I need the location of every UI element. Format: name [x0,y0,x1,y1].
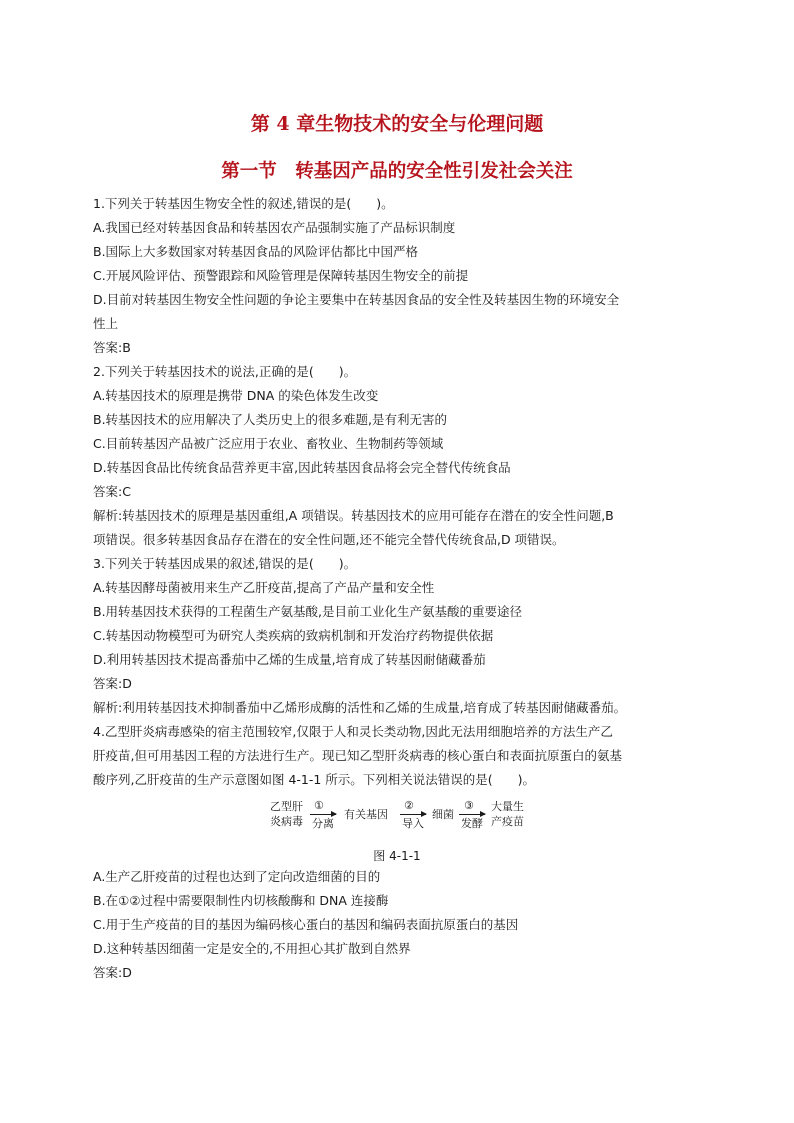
diagram-start-line1: 乙型肝 [270,800,303,813]
q2-explanation-cont: 项错误。很多转基因食品存在潜在的安全性问题,还不能完全替代传统食品,D 项错误。 [93,532,565,547]
diagram-arrow-2 [400,814,426,815]
diagram-step2-number: ② [404,799,414,812]
q4-stem-cont-1: 肝疫苗,但可用基因工程的方法进行生产。现已知乙型肝炎病毒的核心蛋白和表面抗原蛋白的氨基 [93,748,622,763]
q1-option-b: B.国际上大多数国家对转基因食品的风险评估都比中国严格 [93,244,419,259]
q4-stem-cont-2: 酸序列,乙肝疫苗的生产示意图如图 4-1-1 所示。下列相关说法错误的是( )。 [93,772,536,787]
diagram-start-line2: 炎病毒 [270,815,303,828]
section-title: 第一节 转基因产品的安全性引发社会关注 [221,161,573,182]
diagram-node-bacteria: 细菌 [432,808,454,821]
q1-answer: 答案:B [93,340,131,355]
diagram-end-line1: 大量生 [491,800,524,813]
q2-option-a: A.转基因技术的原理是携带 DNA 的染色体发生改变 [93,388,379,403]
diagram-step1-number: ① [314,799,324,812]
q4-stem: 4.乙型肝炎病毒感染的宿主范围较窄,仅限于人和灵长类动物,因此无法用细胞培养的方法生产乙 [93,724,613,739]
diagram-node-gene: 有关基因 [344,808,388,821]
vaccine-production-diagram [270,800,530,834]
q2-stem: 2.下列关于转基因技术的说法,正确的是( )。 [93,364,357,379]
q1-stem: 1.下列关于转基因生物安全性的叙述,错误的是( )。 [93,196,394,211]
q4-option-a: A.生产乙肝疫苗的过程也达到了定向改造细菌的目的 [93,869,381,884]
q4-option-b: B.在①②过程中需要限制性内切核酸酶和 DNA 连接酶 [93,893,389,908]
q2-answer: 答案:C [93,484,131,499]
q1-option-d-cont: 性上 [93,316,119,331]
q3-option-c: C.转基因动物模型可为研究人类疾病的致病机制和开发治疗药物提供依据 [93,628,494,643]
diagram-end-line2: 产疫苗 [491,815,524,828]
q1-option-d: D.目前对转基因生物安全性问题的争论主要集中在转基因食品的安全性及转基因生物的环境安全 [93,292,620,307]
q2-option-d: D.转基因食品比传统食品营养更丰富,因此转基因食品将会完全替代传统食品 [93,460,511,475]
q3-option-b: B.用转基因技术获得的工程菌生产氨基酸,是目前工业化生产氨基酸的重要途径 [93,604,523,619]
q3-explanation: 解析:利用转基因技术抑制番茄中乙烯形成酶的活性和乙烯的生成量,培育成了转基因耐储藏番茄。 [93,700,627,715]
q3-answer: 答案:D [93,676,132,691]
diagram-step3-number: ③ [464,799,474,812]
diagram-arrow-3 [459,814,485,815]
q2-option-c: C.目前转基因产品被广泛应用于农业、畜牧业、生物制药等领域 [93,436,444,451]
chapter-title: 第 4 章生物技术的安全与伦理问题 [250,113,544,135]
q3-stem: 3.下列关于转基因成果的叙述,错误的是( )。 [93,556,357,571]
diagram-step2-label: 导入 [402,817,424,830]
q4-option-d: D.这种转基因细菌一定是安全的,不用担心其扩散到自然界 [93,941,411,956]
figure-caption: 图 4-1-1 [373,849,421,863]
diagram-arrow-1 [310,814,336,815]
q2-option-b: B.转基因技术的应用解决了人类历史上的很多难题,是有利无害的 [93,412,448,427]
diagram-step3-label: 发酵 [461,817,483,830]
q3-option-d: D.利用转基因技术提高番茄中乙烯的生成量,培育成了转基因耐储藏番茄 [93,652,486,667]
q1-option-a: A.我国已经对转基因食品和转基因农产品强制实施了产品标识制度 [93,220,456,235]
q2-explanation: 解析:转基因技术的原理是基因重组,A 项错误。转基因技术的应用可能存在潜在的安全性问题,B [93,508,614,523]
diagram-step1-label: 分离 [312,817,334,830]
q4-option-c: C.用于生产疫苗的目的基因为编码核心蛋白的基因和编码表面抗原蛋白的基因 [93,917,519,932]
q4-answer: 答案:D [93,965,132,980]
q1-option-c: C.开展风险评估、预警跟踪和风险管理是保障转基因生物安全的前提 [93,268,469,283]
q3-option-a: A.转基因酵母菌被用来生产乙肝疫苗,提高了产品产量和安全性 [93,580,435,595]
